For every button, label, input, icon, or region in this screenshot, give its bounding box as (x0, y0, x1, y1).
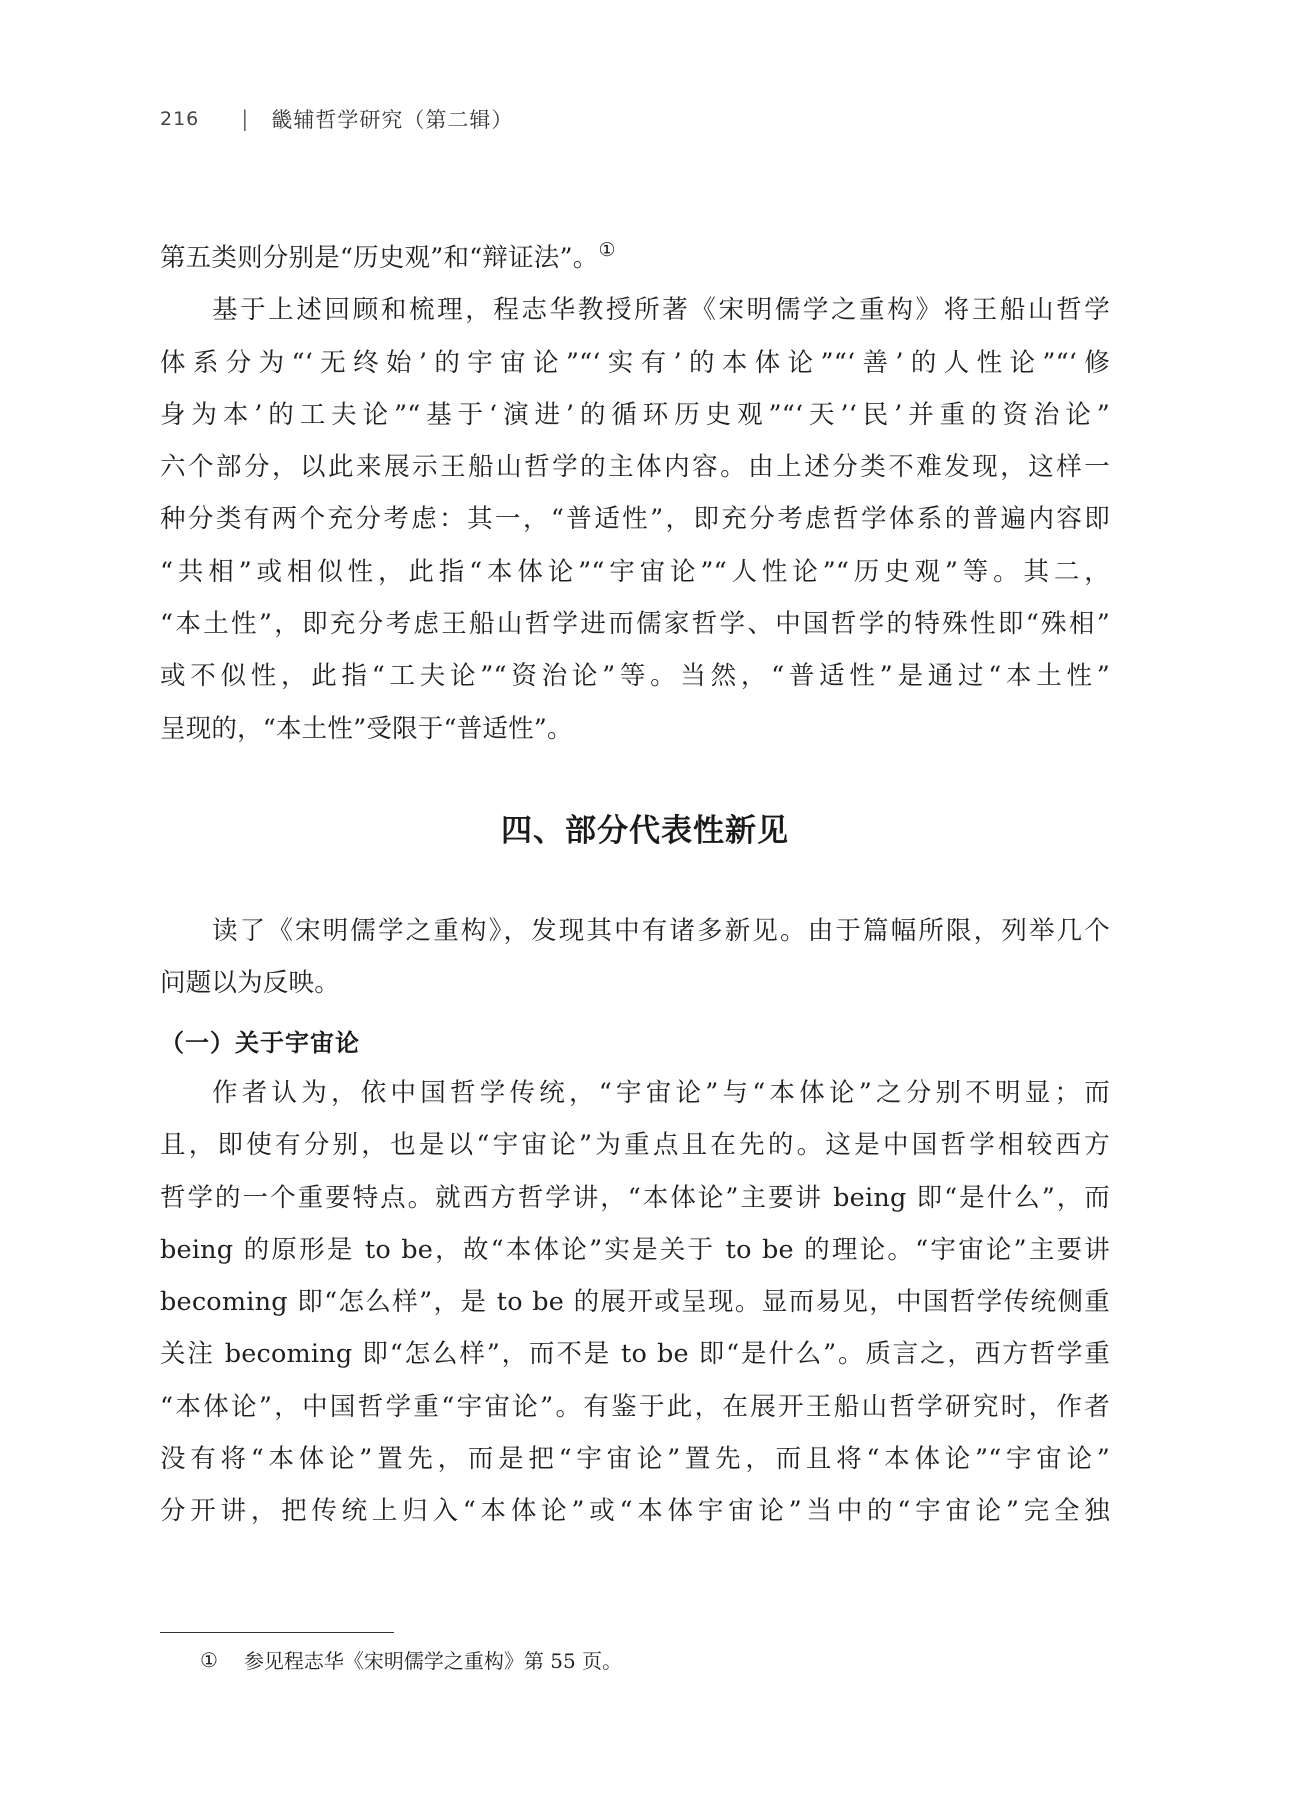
text-line: becoming 即“怎么样”，是 to be 的展开或呈现。显而易见，中国哲学传统侧重 (160, 1287, 1110, 1318)
paragraph-block-1 (160, 232, 1110, 755)
text-line: being 的原形是 to be，故“本体论”实是关于 to be 的理论。“宇宙论”主要讲 (160, 1234, 1110, 1265)
text-line: 作者认为，依中国哲学传统，“宇宙论”与“本体论”之分别不明显；而 (212, 1078, 1110, 1108)
text-line: 且，即使有分别，也是以“宇宙论”为重点且在先的。这是中国哲学相较西方 (160, 1130, 1110, 1161)
text-line: “本体论”，中国哲学重“宇宙论”。有鉴于此，在展开王船山哲学研究时，作者 (160, 1391, 1110, 1422)
text-line: 第五类则分别是“历史观”和“辩证法”。① (160, 239, 616, 273)
book-title: 畿辅哲学研究（第二辑） (271, 108, 514, 132)
text-line: 六个部分，以此来展示王船山哲学的主体内容。由上述分类不难发现，这样一 (160, 452, 1110, 483)
page-number: 216 (160, 108, 200, 130)
text-line: 基于上述回顾和梳理，程志华教授所著《宋明儒学之重构》将王船山哲学 (212, 295, 1110, 326)
section-heading: 四、部分代表性新见 (501, 813, 789, 849)
text-line: 呈现的，“本土性”受限于“普适性”。 (160, 713, 573, 744)
paragraph-block-3 (160, 1067, 1110, 1538)
text-line: 体系分为“‘无终始’的宇宙论”“‘实有’的本体论”“‘善’的人性论”“‘修 (160, 347, 1110, 378)
running-header (160, 104, 513, 134)
sub-heading: （一）关于宇宙论 (160, 1029, 360, 1057)
text-line: “本土性”，即充分考虑王船山哲学进而儒家哲学、中国哲学的特殊性即“殊相” (160, 609, 1110, 640)
header-separator: | (241, 107, 250, 131)
text-line: 哲学的一个重要特点。就西方哲学讲，“本体论”主要讲 being 即“是什么”，而 (160, 1182, 1110, 1213)
text-line: “共相”或相似性，此指“本体论”“宇宙论”“人性论”“历史观”等。其二， (160, 556, 1110, 587)
text-line: 没有将“本体论”置先，而是把“宇宙论”置先，而且将“本体论”“宇宙论” (160, 1444, 1110, 1475)
text-line: 或不似性，此指“工夫论”“资治论”等。当然，“普适性”是通过“本土性” (160, 661, 1110, 692)
text-line: 分开讲，把传统上归入“本体论”或“本体宇宙论”当中的“宇宙论”完全独 (160, 1496, 1110, 1527)
text-line: 读了《宋明儒学之重构》，发现其中有诸多新见。由于篇幅所限，列举几个 (212, 916, 1110, 946)
footnote-text: 参见程志华《宋明儒学之重构》第 55 页。 (243, 1649, 623, 1673)
footnote-reference[interactable]: ① (598, 239, 616, 261)
text-line: 身为本’的工夫论”“基于‘演进’的循环历史观”“‘天’‘民’并重的资治论” (160, 399, 1110, 430)
footnote (200, 1645, 622, 1674)
paragraph-block-2 (160, 905, 1110, 1010)
text-line: 问题以为反映。 (160, 968, 340, 999)
footnote-divider (160, 1632, 394, 1633)
footnote-mark: ① (200, 1647, 218, 1672)
text-line: 关注 becoming 即“怎么样”，而不是 to be 即“是什么”。质言之，西方哲学重 (160, 1339, 1110, 1370)
text-line: 种分类有两个充分考虑：其一，“普适性”，即充分考虑哲学体系的普遍内容即 (160, 504, 1110, 535)
